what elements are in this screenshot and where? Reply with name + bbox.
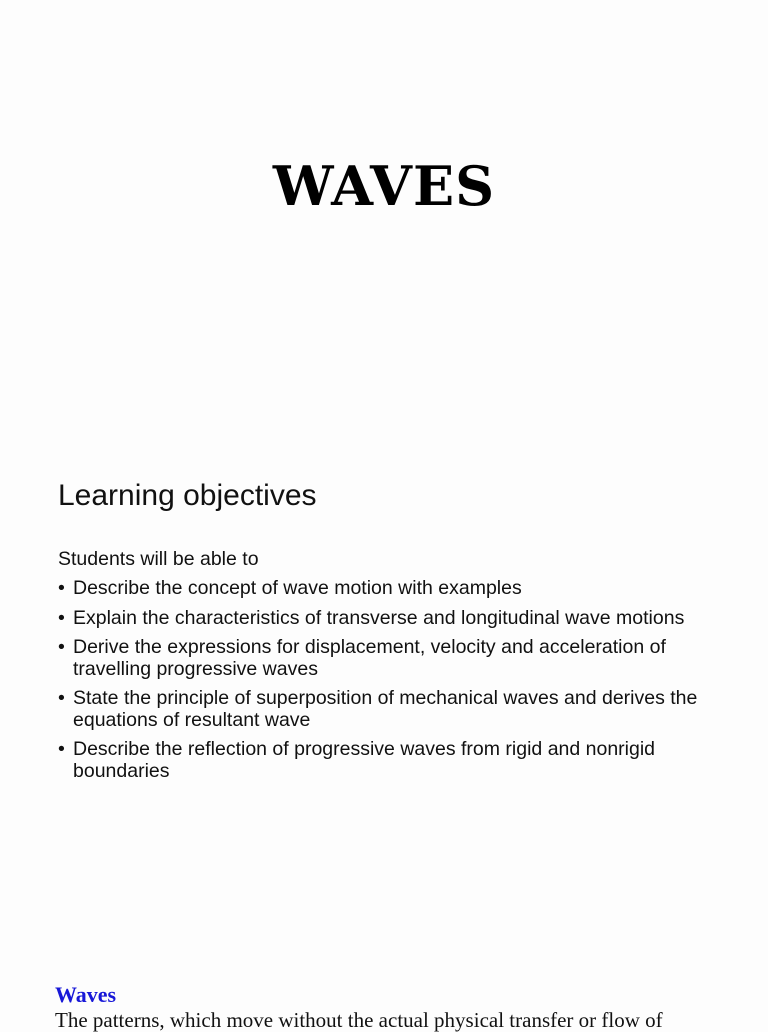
learning-objectives-intro: Students will be able to (58, 548, 259, 570)
list-item (58, 608, 718, 630)
bullet-icon: • (58, 606, 65, 629)
learning-objectives-heading: Learning objectives (58, 479, 317, 512)
list-item (58, 739, 718, 782)
learning-objectives-list (58, 578, 718, 790)
list-item (58, 637, 718, 680)
bullet-icon: • (58, 687, 65, 709)
bullet-icon: • (58, 577, 65, 599)
bullet-icon: • (58, 636, 65, 658)
list-item-text: Explain the characteristics of transverse and longitudinal wave motions (73, 606, 685, 629)
list-item-text: Derive the expressions for displacement, velocity and acceleration of travelling progressive waves (73, 636, 666, 680)
list-item (58, 688, 718, 731)
list-item-text: Describe the reflection of progressive waves from rigid and nonrigid boundaries (73, 738, 656, 782)
list-item (58, 578, 718, 600)
list-item-text: Describe the concept of wave motion with examples (73, 577, 522, 599)
bullet-icon: • (58, 738, 65, 760)
list-item-text: State the principle of superposition of mechanical waves and derives the equations of resultant wave (73, 687, 698, 731)
waves-section-heading: Waves (55, 982, 117, 1007)
waves-section-body: The patterns, which move without the actual physical transfer or flow of (55, 1008, 663, 1032)
page-title: WAVES (272, 154, 496, 218)
